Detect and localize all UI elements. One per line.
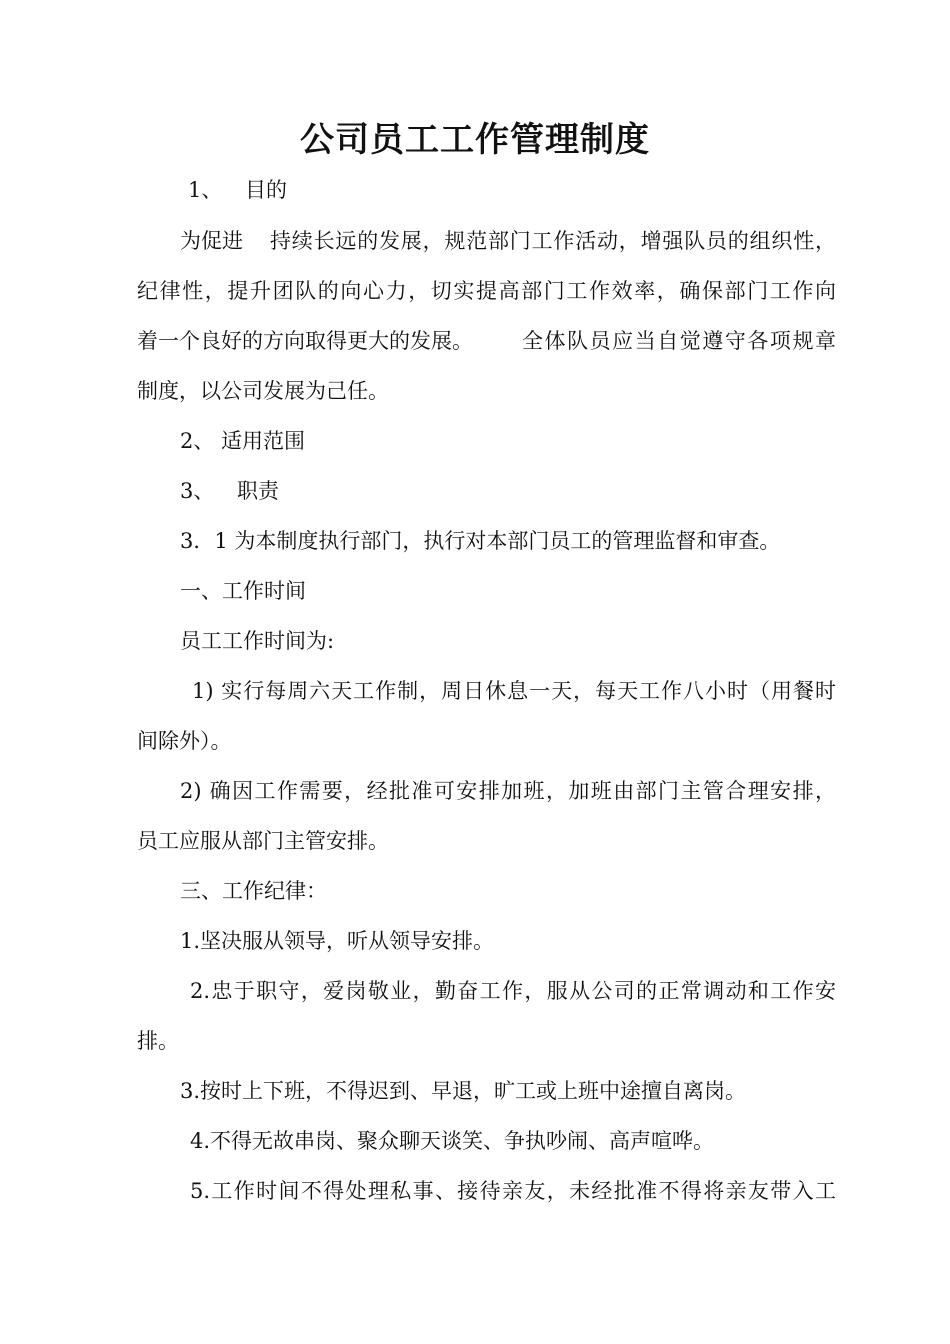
section-2-text: 2、 适用范围 <box>180 429 306 453</box>
work-time-item-2-line-2-text: 员工应服从部门主管安排。 <box>137 829 389 853</box>
work-time-intro-text: 员工工作时间为: <box>180 629 335 653</box>
document-title: 公司员工工作管理制度 <box>300 120 650 160</box>
discipline-item-3-text: 3.按时上下班，不得迟到、早退，旷工或上班中途擅自离岗。 <box>180 1079 747 1103</box>
section-3-1-text: 3．1 为本制度执行部门，执行对本部门员工的管理监督和审查。 <box>180 529 781 553</box>
section-3-title: 职责 <box>237 479 279 503</box>
section-1-number: 1、 <box>188 178 223 202</box>
paragraph-purpose-line-3a: 着一个良好的方向取得更大的发展。 <box>137 329 473 353</box>
section-3-number: 3、 <box>180 479 215 503</box>
work-time-item-1-line-2-text: 间除外）。 <box>137 729 232 753</box>
paragraph-purpose-line-2-text: 纪律性，提升团队的向心力，切实提高部门工作效率，确保部门工作向 <box>137 279 836 303</box>
work-time-item-2-line-1-text: 2) 确因工作需要，经批准可安排加班，加班由部门主管合理安排， <box>180 779 836 803</box>
work-time-item-1-line-1-text: 1) 实行每周六天工作制，周日休息一天，每天工作八小时（用餐时 <box>192 679 836 703</box>
heading-work-time-text: 一、工作时间 <box>180 579 306 603</box>
discipline-item-2-line-2-text: 排。 <box>137 1029 179 1053</box>
paragraph-purpose-line-4-text: 制度，以公司发展为己任。 <box>137 379 389 403</box>
section-1-title: 目的 <box>245 178 287 202</box>
paragraph-purpose-line-3b: 全体队员应当自觉遵守各项规章 <box>522 329 836 353</box>
paragraph-purpose-line-1b: 持续长远的发展，规范部门工作活动，增强队员的组织性， <box>270 229 836 253</box>
paragraph-purpose-line-1a: 为促进 <box>180 229 243 253</box>
discipline-item-5-line-1-text: 5.工作时间不得处理私事、接待亲友，未经批准不得将亲友带入工 <box>190 1179 836 1203</box>
discipline-item-4-text: 4.不得无故串岗、聚众聊天谈笑、争执吵闹、高声喧哗。 <box>190 1129 715 1153</box>
discipline-item-2-line-1-text: 2.忠于职守，爱岗敬业，勤奋工作，服从公司的正常调动和工作安 <box>190 979 836 1003</box>
discipline-item-1-text: 1.坚决服从领导，听从领导安排。 <box>180 929 495 953</box>
heading-discipline-text: 三、工作纪律： <box>180 879 327 903</box>
